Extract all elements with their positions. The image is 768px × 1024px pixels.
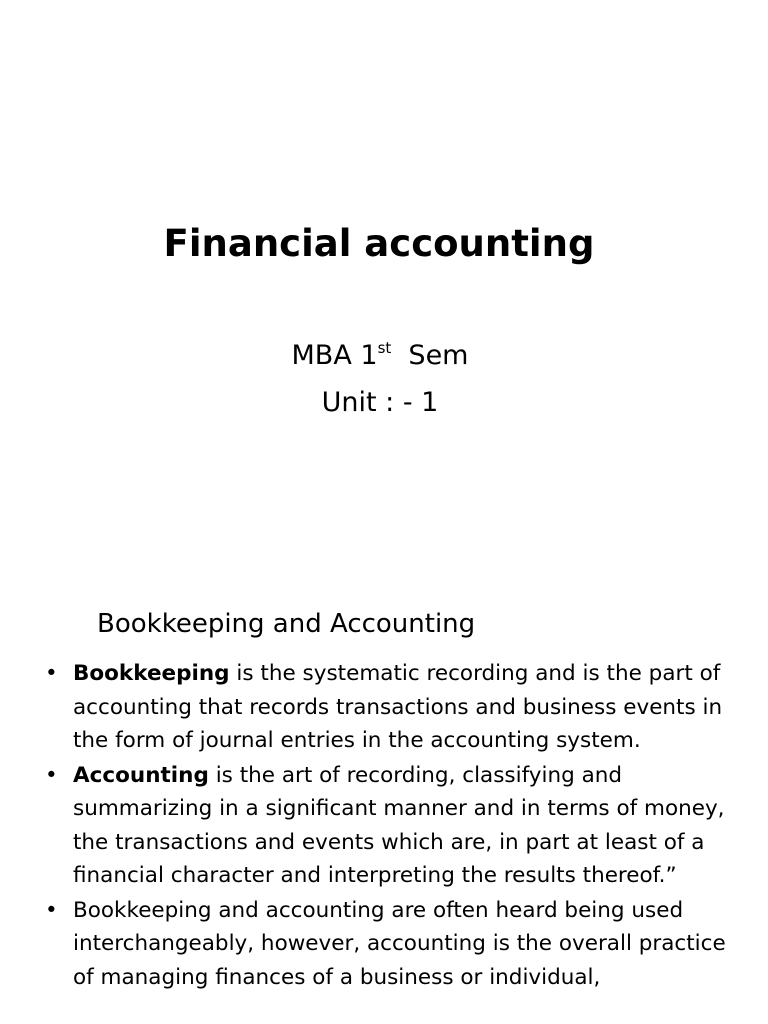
- slide-title: Financial accounting: [163, 222, 595, 265]
- section-heading: Bookkeeping and Accounting: [97, 609, 476, 639]
- bullet-text: Bookkeeping and accounting are often heard being used interchangeably, however, accounting is the overall practice of managing finances of a business or individual,: [73, 897, 726, 990]
- course-name: MBA 1: [291, 340, 378, 371]
- bullet-list: [40, 657, 730, 995]
- bullet-icon: •: [45, 897, 58, 923]
- bullet-text: is the systematic recording and is the part of accounting that records transactions and business events in the form of journal entries in the accounting system.: [73, 661, 723, 753]
- semester-label: Sem: [391, 340, 469, 371]
- bullet-icon: •: [45, 661, 58, 686]
- bullet-term: Accounting: [73, 762, 209, 788]
- bullet-icon: •: [45, 762, 58, 788]
- unit-line: Unit : - 1: [321, 387, 439, 418]
- bullet-term: Bookkeeping: [73, 661, 230, 686]
- bullet-item: [40, 657, 730, 758]
- bullet-item: [40, 894, 730, 995]
- bullet-text: is the art of recording, classifying and summarizing in a significant manner and in terms of money, the transactions and events which are, in part at least of a financial character and interpreting the results thereof.”: [73, 762, 725, 888]
- bullet-item: [40, 759, 730, 893]
- course-line: [0, 332, 760, 379]
- slide-subtitle: [0, 332, 760, 426]
- ordinal-suffix: st: [377, 339, 392, 357]
